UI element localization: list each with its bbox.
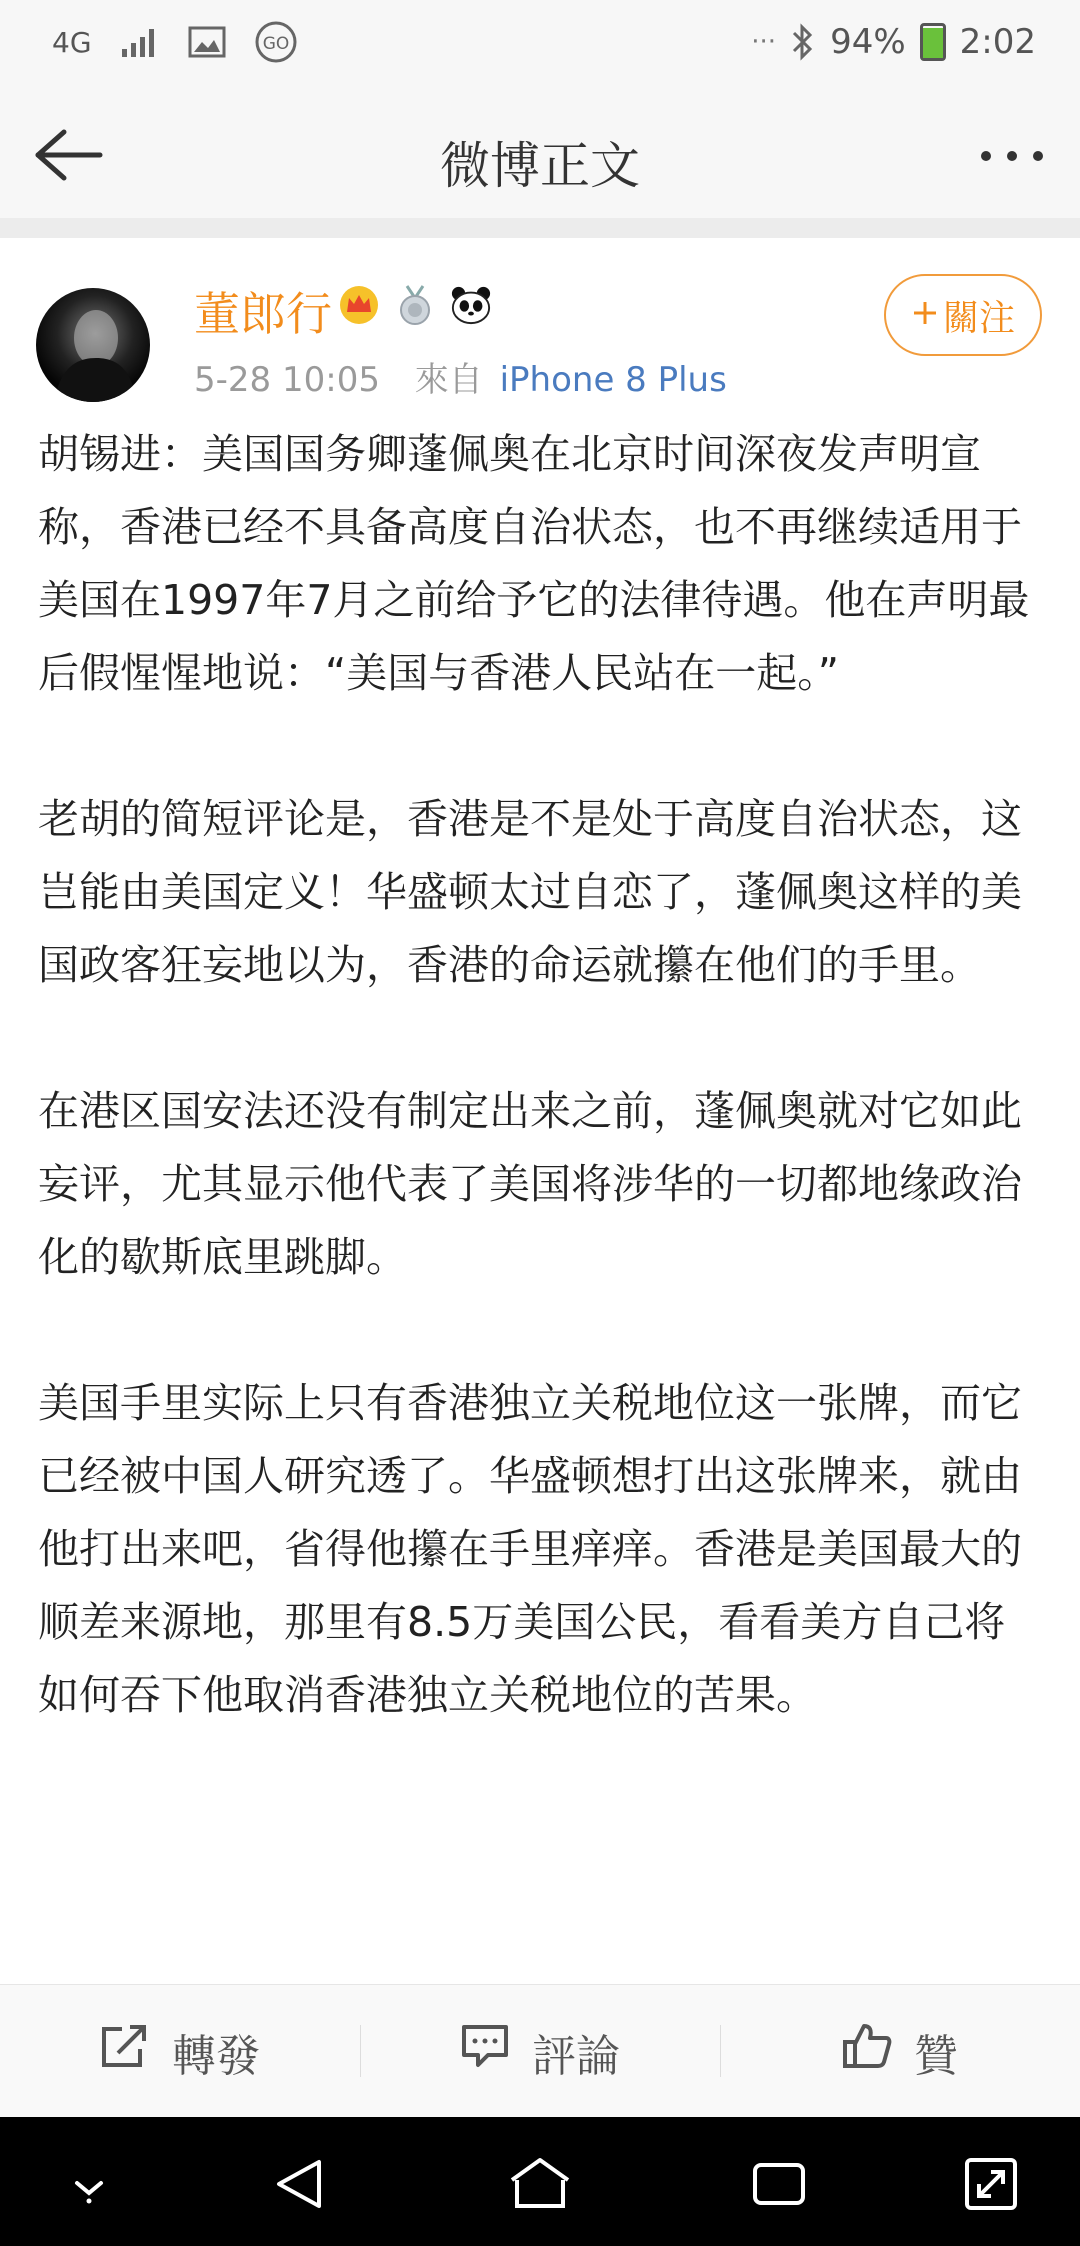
source-prefix: 來自 <box>414 360 483 400</box>
username[interactable]: 董郎行 <box>194 287 332 341</box>
post-paragraph: 胡锡进：美国国务卿蓬佩奥在北京时间深夜发声明宣称，香港已经不具备高度自治状态，也不再继续适用于美国在1997年7月之前给予它的法律待遇。他在声明最后假惺惺地说：“美国与香港人民站在一起。” <box>38 430 1030 697</box>
post-paragraph: 美国手里实际上只有香港独立关税地位这一张牌，而它已经被中国人研究透了。华盛顿想打出这张牌来，就由他打出来吧，省得他攥在手里痒痒。香港是美国最大的顺差来源地，那里有8.5万美国公民，看看美方自己将如何吞下他取消香港独立关税地位的苦果。 <box>38 1379 1022 1719</box>
page-title: 微博正文 <box>440 137 640 195</box>
like-label: 贊 <box>914 2030 958 2082</box>
more-options-icon[interactable] <box>972 126 1052 186</box>
post-body <box>38 418 1046 1805</box>
overflow-dots-icon: ··· <box>751 27 777 57</box>
follow-label: 關注 <box>942 297 1015 339</box>
signal-icon <box>120 20 160 64</box>
repost-label: 轉發 <box>172 2030 260 2082</box>
bluetooth-icon <box>790 20 816 64</box>
repost-button[interactable] <box>0 1985 360 2118</box>
post-paragraph: 老胡的简短评论是，香港是不是处于高度自治状态，这岂能由美国定义！华盛顿太过自恋了，蓬佩奥这样的美国政客狂妄地以为，香港的命运就攥在他们的手里。 <box>38 795 1022 989</box>
like-button[interactable] <box>720 1985 1080 2118</box>
expand-screen-icon[interactable] <box>956 2149 1026 2219</box>
weibo-post-card <box>0 238 1080 1984</box>
plus-icon <box>911 295 939 336</box>
post-meta <box>194 352 727 401</box>
comment-icon <box>460 2023 510 2080</box>
post-paragraph: 在港区国安法还没有制定出来之前，蓬佩奥就对它如此妄评，尤其显示他代表了美国将涉华的一切都地缘政治化的歇斯底里跳脚。 <box>38 1087 1022 1281</box>
comment-button[interactable] <box>360 1985 720 2118</box>
avatar[interactable] <box>36 288 150 402</box>
comment-label: 評論 <box>532 2030 620 2082</box>
nav-back-icon[interactable] <box>266 2149 336 2219</box>
network-4g-icon: 4G <box>52 25 92 59</box>
nav-home-icon[interactable] <box>505 2149 575 2219</box>
medal-badge-icon <box>394 284 436 326</box>
status-bar <box>0 0 1080 90</box>
follow-button[interactable] <box>884 274 1042 356</box>
thumbs-up-icon <box>842 2022 892 2081</box>
hide-keyboard-icon[interactable] <box>54 2149 124 2219</box>
app-header <box>0 90 1080 220</box>
repost-icon <box>100 2023 150 2080</box>
header-divider <box>0 218 1080 238</box>
svg-text:GO: GO <box>262 34 289 54</box>
crown-badge-icon <box>338 284 380 326</box>
gallery-icon <box>188 20 226 64</box>
system-nav-bar <box>0 2117 1080 2246</box>
source-device-link[interactable]: iPhone 8 Plus <box>499 360 727 400</box>
nav-recents-icon[interactable] <box>744 2149 814 2219</box>
battery-percent: 94% <box>830 22 906 62</box>
battery-icon <box>920 23 946 61</box>
clock: 2:02 <box>959 22 1036 62</box>
post-timestamp: 5-28 10:05 <box>194 360 380 400</box>
post-action-bar <box>0 1984 1080 2118</box>
go-icon <box>254 20 298 64</box>
panda-badge-icon <box>450 284 492 326</box>
